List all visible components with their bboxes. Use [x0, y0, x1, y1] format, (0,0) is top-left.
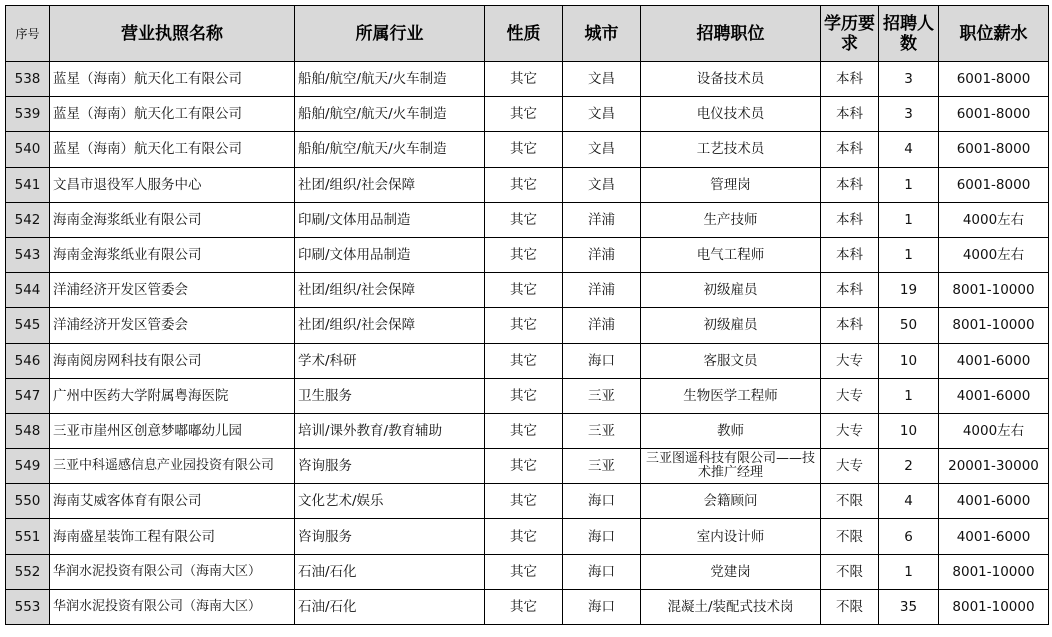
cell-position: 教师 [641, 413, 821, 448]
cell-industry: 文化艺术/娱乐 [295, 484, 485, 519]
cell-company-name: 海南艾威客体育有限公司 [50, 484, 295, 519]
cell-salary: 4001-6000 [939, 378, 1049, 413]
cell-nature: 其它 [485, 308, 563, 343]
table-row [6, 589, 1049, 624]
cell-nature: 其它 [485, 273, 563, 308]
cell-salary: 4000左右 [939, 202, 1049, 237]
header-nature: 性质 [485, 6, 563, 62]
cell-seq: 549 [6, 449, 50, 484]
cell-count: 1 [879, 167, 939, 202]
table-row [6, 237, 1049, 272]
cell-salary: 4000左右 [939, 413, 1049, 448]
cell-count: 50 [879, 308, 939, 343]
cell-education: 不限 [821, 589, 879, 624]
cell-company-name: 海南金海浆纸业有限公司 [50, 202, 295, 237]
cell-company-name: 海南金海浆纸业有限公司 [50, 237, 295, 272]
cell-position: 客服文员 [641, 343, 821, 378]
cell-position: 三亚图遥科技有限公司——技术推广经理 [641, 449, 821, 484]
cell-education: 本科 [821, 273, 879, 308]
cell-nature: 其它 [485, 132, 563, 167]
cell-count: 2 [879, 449, 939, 484]
cell-education: 不限 [821, 484, 879, 519]
cell-count: 10 [879, 413, 939, 448]
cell-industry: 石油/石化 [295, 589, 485, 624]
cell-industry: 社团/组织/社会保障 [295, 273, 485, 308]
cell-position: 会籍顾问 [641, 484, 821, 519]
cell-education: 本科 [821, 97, 879, 132]
cell-education: 本科 [821, 308, 879, 343]
cell-seq: 546 [6, 343, 50, 378]
cell-nature: 其它 [485, 589, 563, 624]
header-position: 招聘职位 [641, 6, 821, 62]
cell-seq: 539 [6, 97, 50, 132]
cell-count: 3 [879, 62, 939, 97]
cell-company-name: 三亚市崖州区创意梦嘟嘟幼儿园 [50, 413, 295, 448]
cell-company-name: 广州中医药大学附属粤海医院 [50, 378, 295, 413]
cell-industry: 石油/石化 [295, 554, 485, 589]
cell-industry: 培训/课外教育/教育辅助 [295, 413, 485, 448]
cell-count: 6 [879, 519, 939, 554]
cell-industry: 船舶/航空/航天/火车制造 [295, 97, 485, 132]
cell-industry: 船舶/航空/航天/火车制造 [295, 62, 485, 97]
cell-company-name: 蓝星（海南）航天化工有限公司 [50, 62, 295, 97]
cell-education: 本科 [821, 132, 879, 167]
cell-nature: 其它 [485, 378, 563, 413]
cell-city: 三亚 [563, 378, 641, 413]
cell-position: 电气工程师 [641, 237, 821, 272]
cell-salary: 8001-10000 [939, 273, 1049, 308]
cell-company-name: 洋浦经济开发区管委会 [50, 273, 295, 308]
cell-industry: 印刷/文体用品制造 [295, 237, 485, 272]
cell-company-name: 蓝星（海南）航天化工有限公司 [50, 132, 295, 167]
table-row [6, 519, 1049, 554]
cell-count: 3 [879, 97, 939, 132]
table-row [6, 554, 1049, 589]
cell-salary: 4000左右 [939, 237, 1049, 272]
cell-industry: 咨询服务 [295, 519, 485, 554]
cell-count: 1 [879, 378, 939, 413]
cell-salary: 6001-8000 [939, 132, 1049, 167]
table-row [6, 273, 1049, 308]
cell-industry: 社团/组织/社会保障 [295, 167, 485, 202]
cell-seq: 544 [6, 273, 50, 308]
cell-company-name: 三亚中科遥感信息产业园投资有限公司 [50, 449, 295, 484]
header-name: 营业执照名称 [50, 6, 295, 62]
header-count: 招聘人数 [879, 6, 939, 62]
cell-city: 洋浦 [563, 308, 641, 343]
cell-seq: 540 [6, 132, 50, 167]
cell-education: 大专 [821, 449, 879, 484]
table-header-row [6, 6, 1049, 62]
cell-count: 10 [879, 343, 939, 378]
cell-seq: 553 [6, 589, 50, 624]
cell-salary: 4001-6000 [939, 484, 1049, 519]
cell-industry: 印刷/文体用品制造 [295, 202, 485, 237]
cell-company-name: 洋浦经济开发区管委会 [50, 308, 295, 343]
cell-salary: 8001-10000 [939, 589, 1049, 624]
cell-education: 大专 [821, 413, 879, 448]
job-listing-table [5, 5, 1049, 625]
cell-seq: 541 [6, 167, 50, 202]
cell-salary: 8001-10000 [939, 554, 1049, 589]
cell-city: 海口 [563, 554, 641, 589]
cell-count: 19 [879, 273, 939, 308]
table-row [6, 132, 1049, 167]
cell-salary: 6001-8000 [939, 62, 1049, 97]
cell-salary: 6001-8000 [939, 97, 1049, 132]
cell-education: 本科 [821, 237, 879, 272]
cell-seq: 545 [6, 308, 50, 343]
cell-position: 管理岗 [641, 167, 821, 202]
cell-seq: 552 [6, 554, 50, 589]
cell-nature: 其它 [485, 554, 563, 589]
cell-seq: 550 [6, 484, 50, 519]
table-row [6, 202, 1049, 237]
job-table-container [5, 5, 1049, 625]
cell-city: 文昌 [563, 97, 641, 132]
cell-count: 1 [879, 202, 939, 237]
cell-education: 本科 [821, 202, 879, 237]
cell-city: 海口 [563, 519, 641, 554]
cell-education: 大专 [821, 378, 879, 413]
header-seq: 序号 [6, 6, 50, 62]
cell-company-name: 海南盛星装饰工程有限公司 [50, 519, 295, 554]
cell-nature: 其它 [485, 202, 563, 237]
cell-city: 三亚 [563, 449, 641, 484]
cell-position: 生产技师 [641, 202, 821, 237]
cell-count: 1 [879, 554, 939, 589]
cell-seq: 542 [6, 202, 50, 237]
cell-industry: 船舶/航空/航天/火车制造 [295, 132, 485, 167]
cell-count: 4 [879, 484, 939, 519]
cell-industry: 社团/组织/社会保障 [295, 308, 485, 343]
cell-company-name: 文昌市退役军人服务中心 [50, 167, 295, 202]
cell-position: 设备技术员 [641, 62, 821, 97]
cell-education: 不限 [821, 519, 879, 554]
cell-industry: 学术/科研 [295, 343, 485, 378]
cell-salary: 4001-6000 [939, 519, 1049, 554]
cell-nature: 其它 [485, 167, 563, 202]
cell-position: 混凝土/装配式技术岗 [641, 589, 821, 624]
cell-salary: 4001-6000 [939, 343, 1049, 378]
cell-nature: 其它 [485, 97, 563, 132]
header-industry: 所属行业 [295, 6, 485, 62]
table-row [6, 167, 1049, 202]
cell-city: 海口 [563, 589, 641, 624]
cell-nature: 其它 [485, 449, 563, 484]
table-row [6, 343, 1049, 378]
cell-seq: 538 [6, 62, 50, 97]
cell-industry: 咨询服务 [295, 449, 485, 484]
cell-position: 党建岗 [641, 554, 821, 589]
cell-nature: 其它 [485, 519, 563, 554]
cell-position: 室内设计师 [641, 519, 821, 554]
cell-count: 1 [879, 237, 939, 272]
cell-count: 35 [879, 589, 939, 624]
cell-position: 初级雇员 [641, 308, 821, 343]
cell-city: 文昌 [563, 62, 641, 97]
header-city: 城市 [563, 6, 641, 62]
cell-nature: 其它 [485, 237, 563, 272]
table-row [6, 378, 1049, 413]
table-row [6, 308, 1049, 343]
cell-city: 洋浦 [563, 237, 641, 272]
cell-seq: 547 [6, 378, 50, 413]
cell-city: 文昌 [563, 167, 641, 202]
table-row [6, 97, 1049, 132]
cell-industry: 卫生服务 [295, 378, 485, 413]
cell-company-name: 华润水泥投资有限公司（海南大区） [50, 554, 295, 589]
cell-city: 洋浦 [563, 202, 641, 237]
cell-position: 初级雇员 [641, 273, 821, 308]
cell-education: 本科 [821, 62, 879, 97]
cell-city: 文昌 [563, 132, 641, 167]
table-row [6, 449, 1049, 484]
cell-seq: 551 [6, 519, 50, 554]
cell-nature: 其它 [485, 62, 563, 97]
cell-position: 生物医学工程师 [641, 378, 821, 413]
cell-city: 洋浦 [563, 273, 641, 308]
cell-position: 工艺技术员 [641, 132, 821, 167]
cell-salary: 6001-8000 [939, 167, 1049, 202]
cell-company-name: 海南阅房网科技有限公司 [50, 343, 295, 378]
header-education: 学历要求 [821, 6, 879, 62]
cell-education: 本科 [821, 167, 879, 202]
cell-seq: 543 [6, 237, 50, 272]
table-row [6, 413, 1049, 448]
cell-education: 不限 [821, 554, 879, 589]
cell-nature: 其它 [485, 413, 563, 448]
cell-seq: 548 [6, 413, 50, 448]
cell-education: 大专 [821, 343, 879, 378]
cell-company-name: 蓝星（海南）航天化工有限公司 [50, 97, 295, 132]
cell-nature: 其它 [485, 484, 563, 519]
cell-position: 电仪技术员 [641, 97, 821, 132]
cell-city: 海口 [563, 484, 641, 519]
table-row [6, 62, 1049, 97]
cell-salary: 20001-30000 [939, 449, 1049, 484]
cell-count: 4 [879, 132, 939, 167]
cell-salary: 8001-10000 [939, 308, 1049, 343]
cell-city: 海口 [563, 343, 641, 378]
table-row [6, 484, 1049, 519]
header-salary: 职位薪水 [939, 6, 1049, 62]
cell-city: 三亚 [563, 413, 641, 448]
cell-company-name: 华润水泥投资有限公司（海南大区） [50, 589, 295, 624]
cell-nature: 其它 [485, 343, 563, 378]
